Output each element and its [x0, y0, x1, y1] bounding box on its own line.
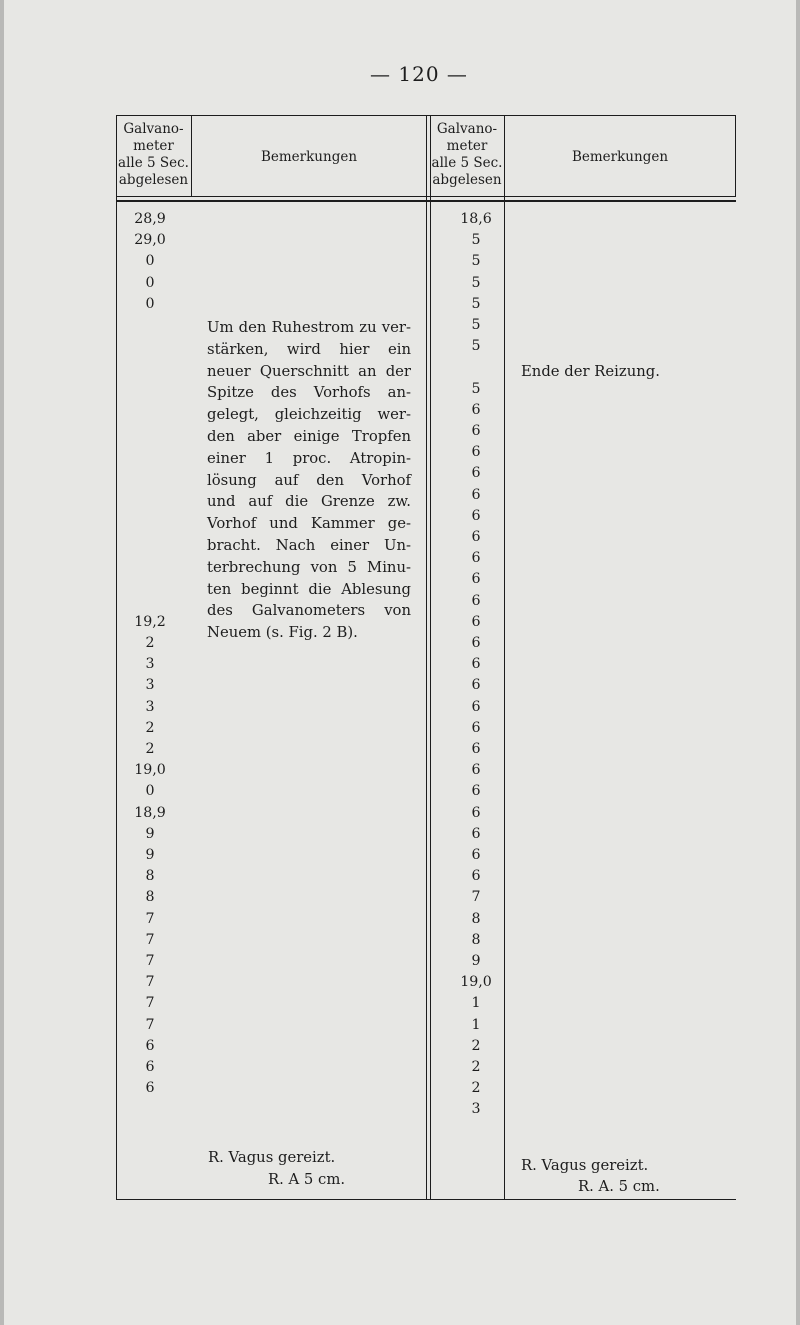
remark-line: terbrechung von 5 Minu- — [207, 558, 411, 576]
reading-cell — [120, 569, 180, 590]
data-table — [116, 115, 736, 1200]
reading-cell: 7 — [145, 1016, 155, 1033]
remark-line: Neuem (s. Fig. 2 B). — [207, 624, 358, 642]
col-divider-3 — [504, 115, 505, 1200]
reading-cell: 6 — [471, 804, 481, 821]
reading-cell — [120, 336, 180, 357]
reading-cell: 7 — [471, 889, 481, 906]
reading-cell: 6 — [471, 762, 481, 779]
remark-line: des Galvanometers von — [207, 602, 411, 620]
reading-cell: 6 — [471, 507, 481, 524]
reading-cell: 8 — [145, 868, 155, 885]
left-remark-paragraph — [207, 317, 411, 644]
reading-cell: 2 — [145, 719, 155, 736]
reading-cell: 0 — [145, 295, 155, 312]
reading-cell — [120, 400, 180, 421]
reading-cell: 28,9 — [134, 211, 166, 227]
reading-cell: 6 — [471, 486, 481, 503]
reading-cell: 0 — [145, 783, 155, 800]
reading-cell: 6 — [471, 656, 481, 673]
reading-cell: 8 — [471, 931, 481, 948]
right-remark-distance: R. A. 5 cm. — [578, 1178, 660, 1195]
reading-cell: 5 — [471, 338, 481, 355]
reading-cell: 5 — [471, 380, 481, 397]
reading-cell — [120, 527, 180, 548]
table-right-border — [735, 115, 736, 197]
reading-cell: 8 — [145, 889, 155, 906]
reading-cell: 18,9 — [134, 804, 166, 821]
reading-cell: 9 — [145, 825, 155, 842]
reading-cell — [120, 379, 180, 400]
header-bemerkungen-left: Bemerkungen — [260, 149, 358, 165]
reading-cell: 6 — [471, 677, 481, 694]
reading-cell: 18,6 — [460, 211, 492, 227]
page-number: — 120 — — [370, 62, 468, 86]
header-bemerkungen-right: Bemerkungen — [571, 149, 669, 165]
page — [4, 0, 796, 1325]
reading-cell: 6 — [471, 698, 481, 715]
reading-cell — [120, 591, 180, 612]
reading-cell: 6 — [471, 571, 481, 588]
reading-cell — [120, 315, 180, 336]
reading-cell — [120, 442, 180, 463]
reading-cell: 6 — [471, 613, 481, 630]
remark-line: bracht. Nach einer Un- — [207, 536, 411, 554]
remark-line: Spitze des Vorhofs an- — [207, 384, 411, 402]
reading-cell: 0 — [145, 253, 155, 270]
reading-cell: 5 — [471, 295, 481, 312]
reading-cell: 9 — [471, 953, 481, 969]
right-remark-vagus: R. Vagus gereizt. — [521, 1157, 649, 1174]
reading-cell: 2 — [145, 635, 155, 651]
reading-cell: 9 — [145, 847, 155, 863]
reading-cell — [120, 485, 180, 506]
reading-cell: 7 — [145, 995, 155, 1012]
reading-cell: 6 — [471, 592, 481, 609]
remark-line: gelegt, gleichzeitig wer- — [207, 406, 411, 424]
reading-cell: 2 — [471, 1080, 481, 1097]
reading-cell: 6 — [145, 1080, 155, 1097]
reading-cell: 6 — [471, 550, 481, 567]
reading-cell: 6 — [471, 423, 481, 439]
reading-cell: 19,2 — [134, 613, 166, 630]
header-galvanometer-right: Galvano- meter alle 5 Sec. abgelesen — [431, 121, 503, 188]
reading-cell — [120, 463, 180, 484]
reading-cell: 6 — [471, 529, 481, 545]
reading-cell: 6 — [145, 1037, 155, 1054]
reading-cell: 6 — [471, 783, 481, 800]
left-remark-distance: R. A 5 cm. — [268, 1171, 346, 1188]
reading-cell: 7 — [145, 910, 155, 927]
reading-cell: 5 — [471, 274, 481, 291]
header-galvanometer-left: Galvano- meter alle 5 Sec. abgelesen — [118, 121, 189, 188]
reading-cell: 6 — [471, 401, 481, 418]
table-left-border — [116, 115, 117, 1200]
reading-cell: 6 — [471, 635, 481, 651]
remark-line: ten beginnt die Ablesung — [207, 580, 411, 598]
remark-line: lösung auf den Vorhof — [207, 471, 411, 489]
reading-cell: 7 — [145, 953, 155, 969]
remark-line: stärken, wird hier ein — [207, 340, 411, 358]
reading-cell: 6 — [471, 741, 481, 757]
col-divider-2b — [430, 115, 431, 1200]
reading-cell — [120, 506, 180, 527]
reading-cell: 6 — [471, 847, 481, 863]
reading-cell: 5 — [471, 317, 481, 333]
reading-cell — [120, 548, 180, 569]
reading-cell: 3 — [471, 1101, 481, 1118]
col-divider-2a — [426, 115, 427, 1200]
reading-cell — [448, 357, 504, 378]
reading-cell: 19,0 — [460, 974, 492, 991]
reading-cell: 2 — [145, 741, 155, 757]
right-remark-end-stimulation: Ende der Reizung. — [521, 363, 660, 380]
reading-cell — [120, 421, 180, 442]
reading-cell: 8 — [471, 910, 481, 927]
reading-cell: 2 — [471, 1059, 481, 1075]
reading-cell: 7 — [145, 931, 155, 948]
remark-line: und auf die Grenze zw. — [207, 493, 411, 511]
reading-cell: 3 — [145, 698, 155, 715]
reading-cell: 6 — [471, 444, 481, 461]
reading-cell: 5 — [471, 253, 481, 270]
reading-cell — [120, 357, 180, 378]
left-remark-vagus: R. Vagus gereizt. — [208, 1149, 336, 1166]
reading-cell: 6 — [471, 719, 481, 736]
reading-cell: 6 — [145, 1059, 155, 1075]
reading-cell: 7 — [145, 974, 155, 991]
reading-cell: 5 — [471, 232, 481, 249]
remark-line: Vorhof und Kammer ge- — [207, 515, 411, 533]
reading-cell: 1 — [471, 1016, 481, 1033]
reading-cell: 19,0 — [134, 762, 166, 779]
reading-cell: 6 — [471, 825, 481, 842]
reading-cell: 3 — [145, 677, 155, 694]
reading-cell: 3 — [145, 656, 155, 673]
reading-cell: 2 — [471, 1037, 481, 1054]
remark-line: Um den Ruhestrom zu ver- — [207, 319, 411, 336]
remark-line: einer 1 proc. Atropin- — [207, 449, 411, 467]
remark-line: den aber einige Tropfen — [207, 427, 411, 445]
reading-cell: 29,0 — [134, 232, 166, 249]
reading-cell: 6 — [471, 868, 481, 885]
remark-line: neuer Querschnitt an der — [207, 362, 411, 380]
reading-cell: 1 — [471, 995, 481, 1012]
reading-cell: 0 — [145, 274, 155, 291]
reading-cell: 6 — [471, 465, 481, 482]
